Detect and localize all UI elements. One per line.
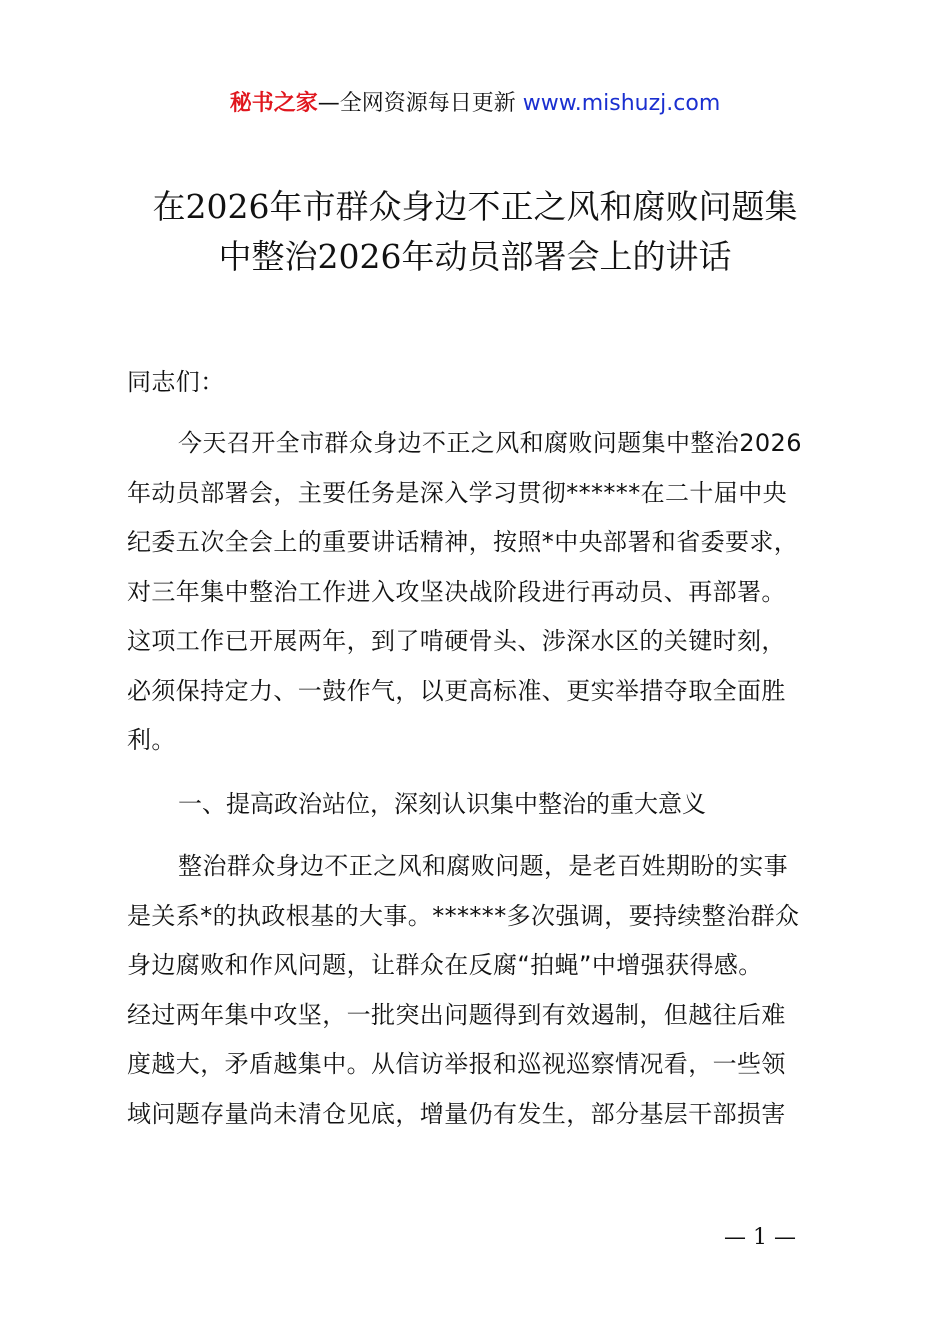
section-1-heading: 一、提高政治站位，深刻认识集中整治的重大意义: [178, 790, 706, 818]
title-line: 中整治2026年动员部署会上的讲话: [218, 237, 732, 276]
paragraph-line: 度越大，矛盾越集中。从信访举报和巡视巡察情况看，一些领: [127, 1050, 786, 1078]
paragraph-line: 域问题存量尚未清仓见底，增量仍有发生，部分基层干部损害: [127, 1099, 786, 1128]
paragraph-line: 必须保持定力、一鼓作气，以更高标准、更实举措夺取全面胜: [127, 676, 786, 705]
paragraph-line: 纪委五次全会上的重要讲话精神，按照*中央部署和省委要求，: [127, 528, 799, 556]
title-line: 在2026年市群众身边不正之风和腐败问题集: [152, 187, 798, 226]
paragraph-line: 这项工作已开展两年，到了啃硬骨头、涉深水区的关键时刻，: [127, 627, 786, 655]
brand-name: 秘书之家: [229, 91, 318, 116]
paragraph-line: 年动员部署会，主要任务是深入学习贯彻******在二十届中央: [127, 478, 787, 507]
page-number: — 1 —: [724, 1225, 796, 1250]
header-tagline: —全网资源每日更新: [317, 91, 516, 116]
document-title: [60, 182, 890, 282]
paragraph-line: 是关系*的执政根基的大事。******多次强调，要持续整治群众: [127, 901, 800, 930]
site-url-link[interactable]: www.mishuzj.com: [522, 91, 721, 116]
paragraph-line: 整治群众身边不正之风和腐败问题，是老百姓期盼的实事: [178, 852, 788, 880]
salutation: 同志们：: [127, 368, 225, 396]
paragraph-line: 经过两年集中攻坚，一批突出问题得到有效遏制，但越往后难: [127, 1000, 786, 1029]
paragraph-line: 身边腐败和作风问题，让群众在反腐“拍蝇”中增强获得感。: [127, 951, 763, 979]
paragraph-1: [127, 419, 839, 766]
paragraph-2: [127, 842, 839, 1139]
paragraph-line: 利。: [127, 726, 176, 754]
paragraph-line: 对三年集中整治工作进入攻坚决战阶段进行再动员、再部署。: [127, 577, 786, 606]
header-banner: [0, 88, 950, 120]
paragraph-line: 今天召开全市群众身边不正之风和腐败问题集中整治2026: [178, 429, 802, 457]
